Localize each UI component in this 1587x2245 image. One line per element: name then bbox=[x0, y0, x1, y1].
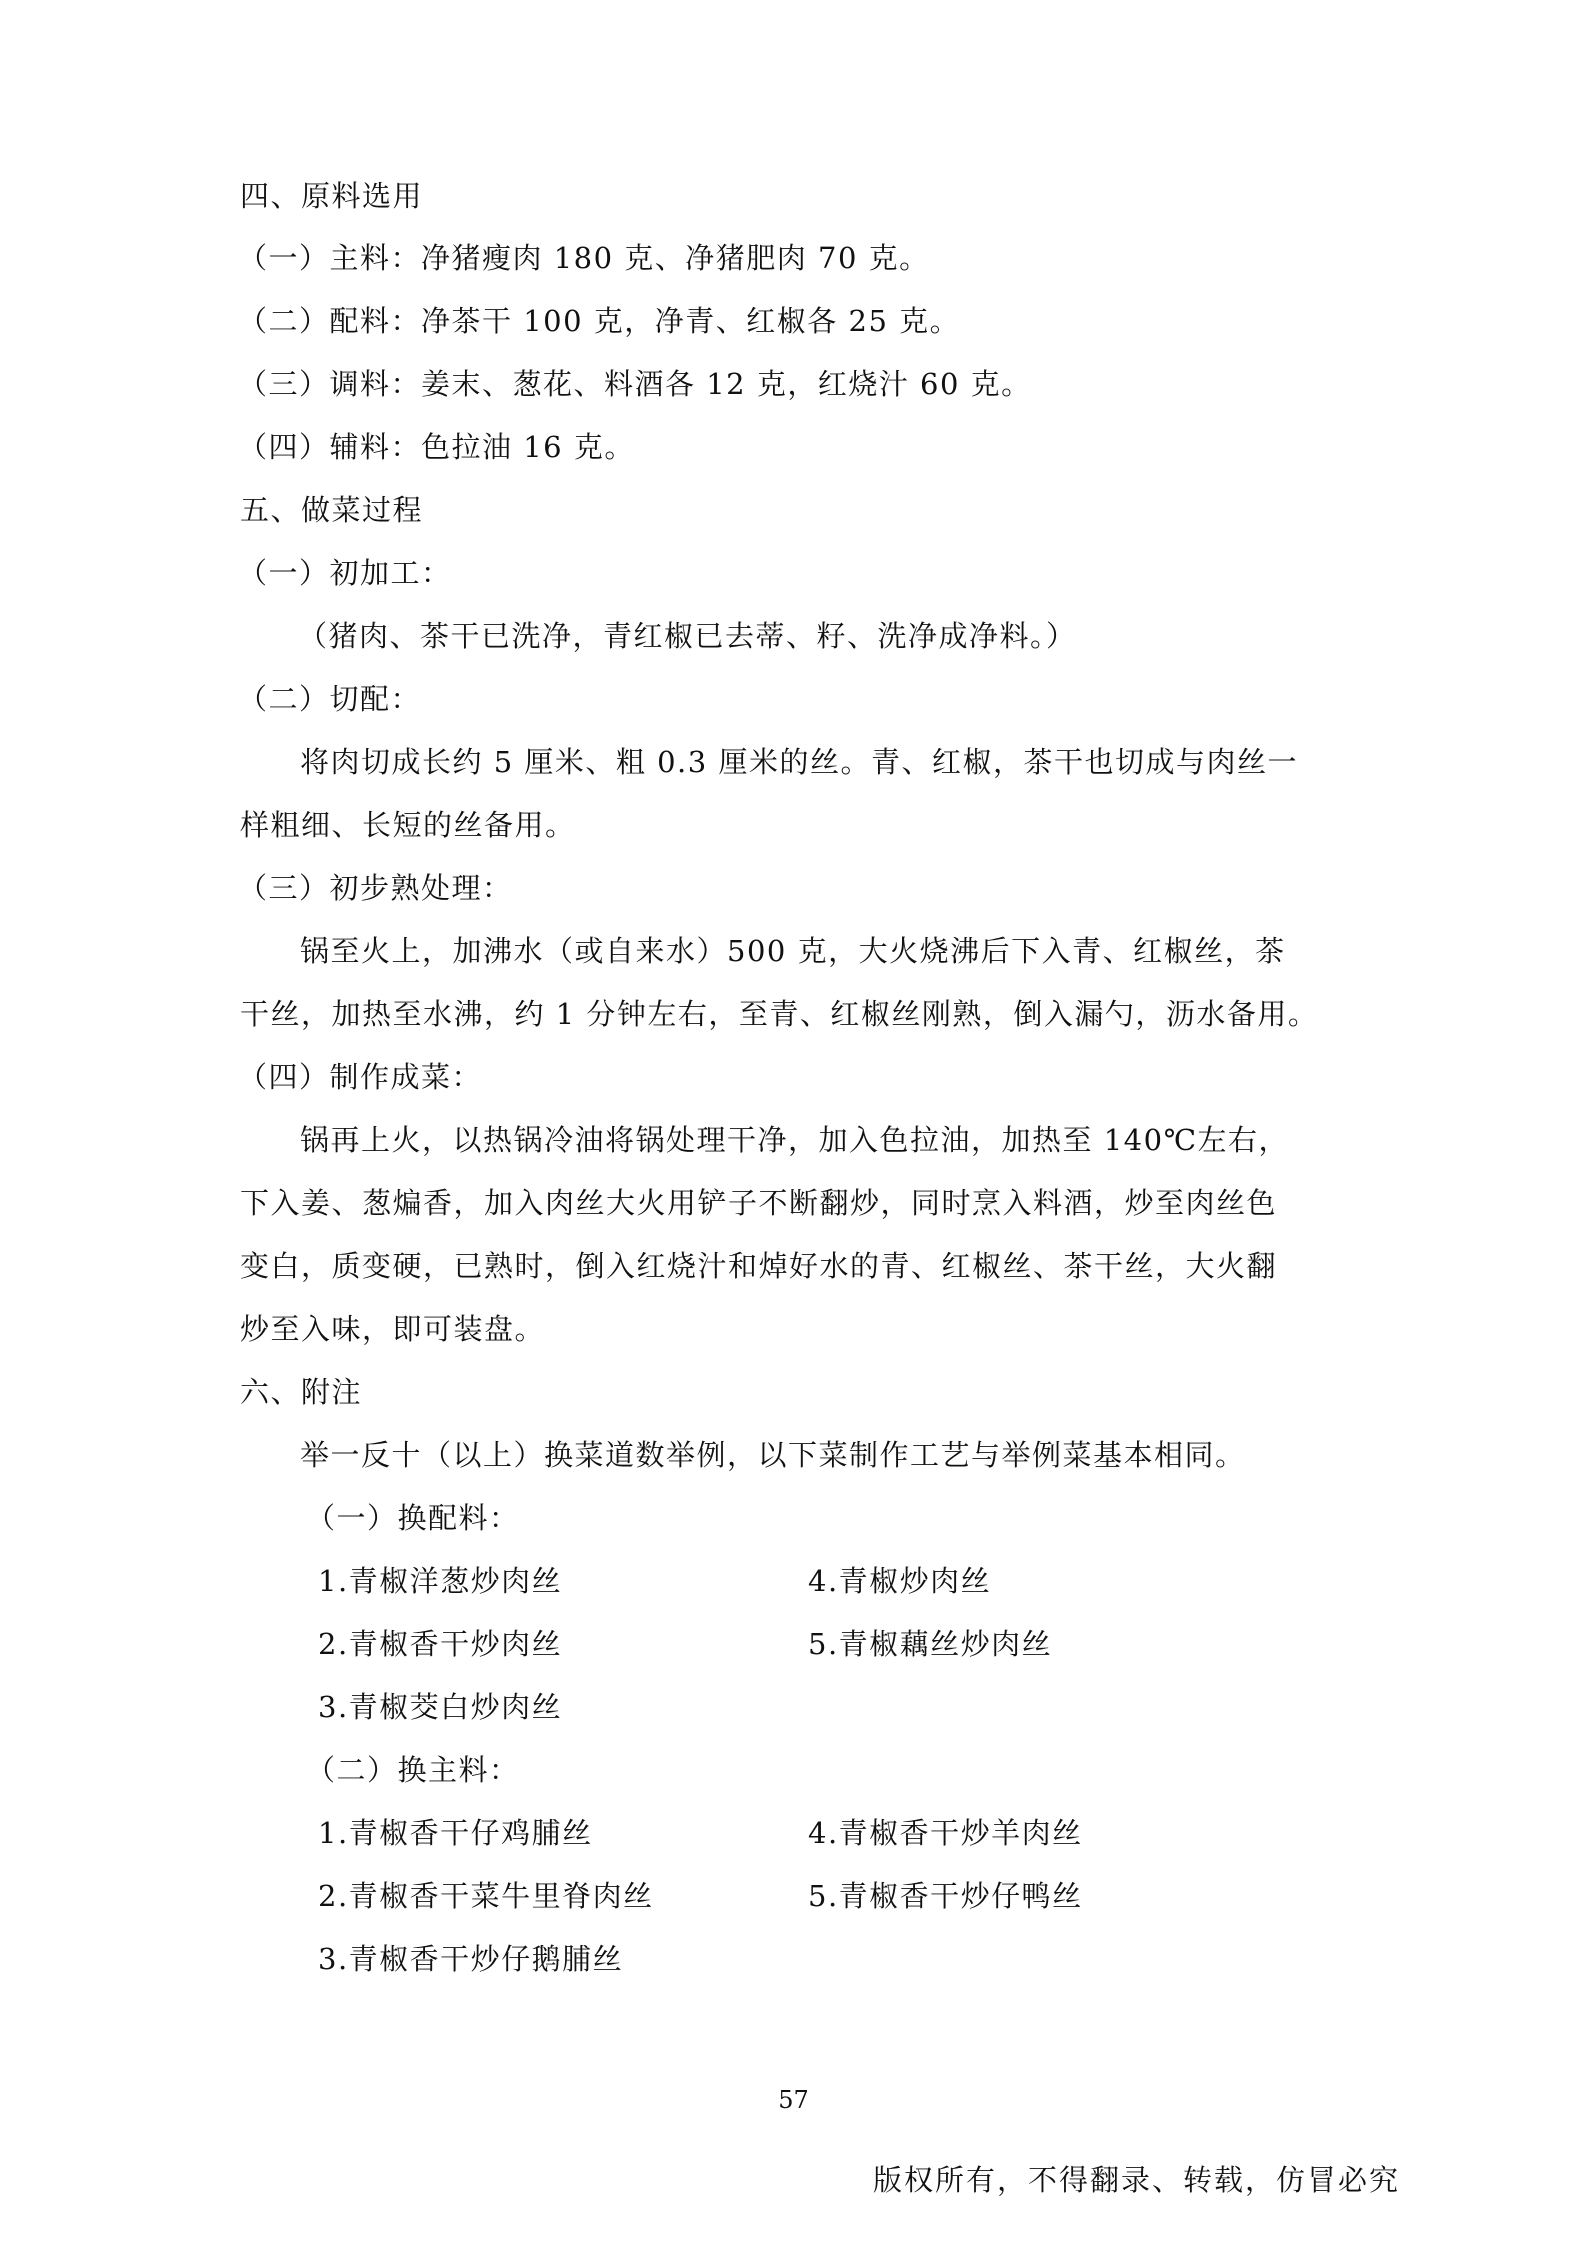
step3-body-line: 锅至火上，加沸水（或自来水）500 克，大火烧沸后下入青、红椒丝，茶 bbox=[300, 934, 1286, 968]
section6-heading: 六、附注 bbox=[240, 1375, 363, 1409]
step3-title: （三）初步熟处理： bbox=[238, 871, 513, 905]
list-item: 3.青椒茭白炒肉丝 bbox=[318, 1690, 563, 1724]
section4-heading: 四、原料选用 bbox=[240, 179, 424, 213]
step1-body: （猪肉、茶干已洗净，青红椒已去蒂、籽、洗净成净料。） bbox=[298, 619, 1077, 653]
step4-body-line: 下入姜、葱煸香，加入肉丝大火用铲子不断翻炒，同时烹入料酒，炒至肉丝色 bbox=[240, 1186, 1278, 1220]
step2-title: （二）切配： bbox=[238, 682, 422, 716]
list-item: 2.青椒香干炒肉丝 bbox=[318, 1627, 563, 1661]
sub1-title: （一）换配料： bbox=[306, 1501, 520, 1535]
step4-body-line: 锅再上火，以热锅冷油将锅处理干净，加入色拉油，加热至 140℃左右， bbox=[300, 1123, 1290, 1157]
page-number: 57 bbox=[778, 2086, 809, 2114]
section4-item-3: （三）调料：姜末、葱花、料酒各 12 克，红烧汁 60 克。 bbox=[238, 367, 1032, 401]
step4-body-line: 炒至入味，即可装盘。 bbox=[240, 1312, 546, 1346]
list-item: 1.青椒洋葱炒肉丝 bbox=[318, 1564, 563, 1598]
step2-body-line: 样粗细、长短的丝备用。 bbox=[240, 808, 576, 842]
section5-heading: 五、做菜过程 bbox=[240, 493, 424, 527]
step2-body-line: 将肉切成长约 5 厘米、粗 0.3 厘米的丝。青、红椒，茶干也切成与肉丝一 bbox=[300, 745, 1298, 779]
section4-item-4: （四）辅料：色拉油 16 克。 bbox=[238, 430, 635, 464]
copyright-notice: 版权所有，不得翻录、转载，仿冒必究 bbox=[872, 2163, 1400, 2197]
step4-title: （四）制作成菜： bbox=[238, 1060, 483, 1094]
section4-item-2: （二）配料：净茶干 100 克，净青、红椒各 25 克。 bbox=[238, 304, 961, 338]
step3-body-line: 干丝，加热至水沸，约 1 分钟左右，至青、红椒丝刚熟，倒入漏勺，沥水备用。 bbox=[240, 997, 1319, 1031]
list-item: 5.青椒香干炒仔鸭丝 bbox=[808, 1879, 1083, 1913]
step1-title: （一）初加工： bbox=[238, 556, 452, 590]
list-item: 4.青椒香干炒羊肉丝 bbox=[808, 1816, 1083, 1850]
section4-item-1: （一）主料：净猪瘦肉 180 克、净猪肥肉 70 克。 bbox=[238, 241, 930, 275]
step4-body-line: 变白，质变硬，已熟时，倒入红烧汁和焯好水的青、红椒丝、茶干丝，大火翻 bbox=[240, 1249, 1278, 1283]
list-item: 5.青椒藕丝炒肉丝 bbox=[808, 1627, 1053, 1661]
list-item: 2.青椒香干菜牛里脊肉丝 bbox=[318, 1879, 654, 1913]
sub2-title: （二）换主料： bbox=[306, 1753, 520, 1787]
list-item: 1.青椒香干仔鸡脯丝 bbox=[318, 1816, 593, 1850]
list-item: 4.青椒炒肉丝 bbox=[808, 1564, 992, 1598]
list-item: 3.青椒香干炒仔鹅脯丝 bbox=[318, 1942, 624, 1976]
section6-intro: 举一反十（以上）换菜道数举例，以下菜制作工艺与举例菜基本相同。 bbox=[300, 1438, 1246, 1472]
